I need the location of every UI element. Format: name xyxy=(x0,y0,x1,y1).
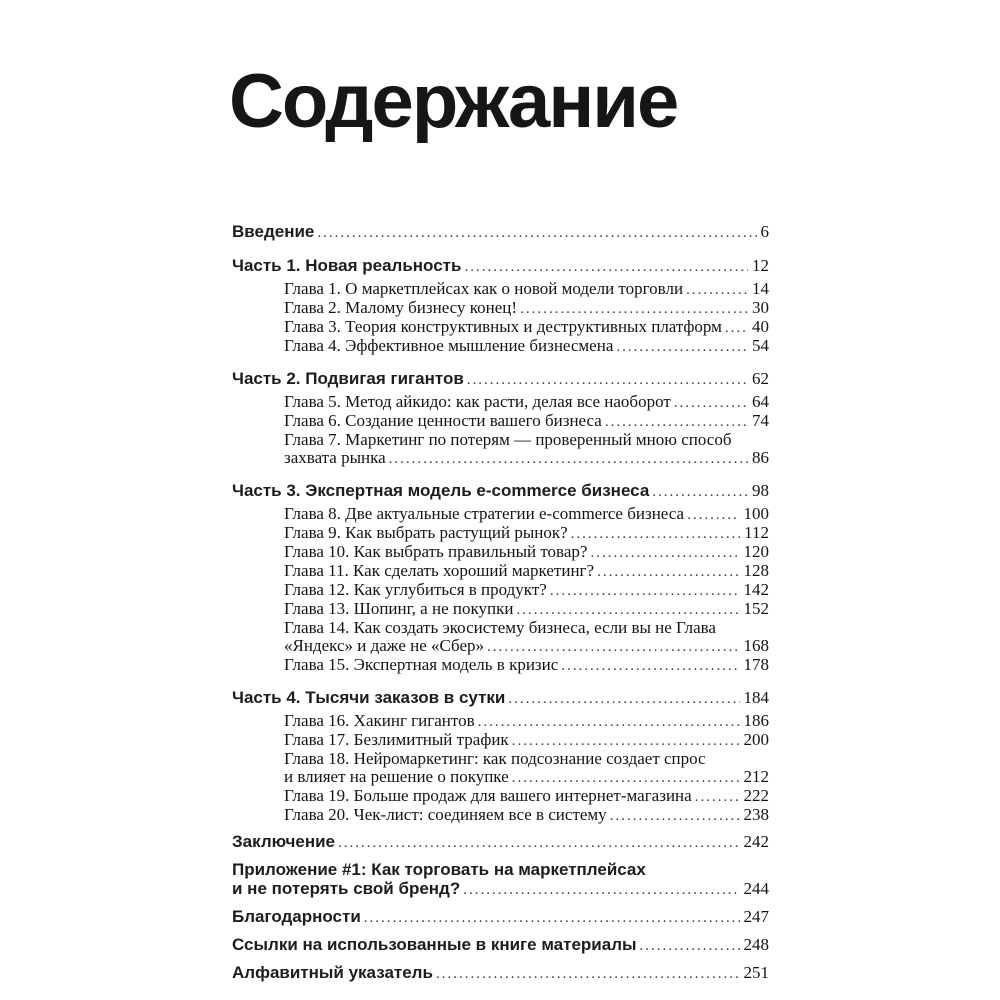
toc-entry-row xyxy=(284,787,769,806)
toc-chapter-entry xyxy=(232,581,769,600)
toc-entry-row xyxy=(232,832,769,853)
toc-entry-text: Часть 3. Экспертная модель e-commerce бизнеса xyxy=(232,481,650,500)
toc-entry-text: Глава 4. Эффективное мышление бизнесмена xyxy=(284,336,614,355)
toc-chapter-entry xyxy=(232,393,769,412)
toc-entry-text: Глава 11. Как сделать хороший маркетинг? xyxy=(284,561,595,580)
dot-leader xyxy=(464,256,748,277)
toc-chapter-entry xyxy=(232,431,769,468)
toc-entry-text: Глава 2. Малому бизнесу конец! xyxy=(284,298,518,317)
page-number: 222 xyxy=(743,786,769,805)
dot-leader xyxy=(389,449,748,468)
toc-section-entry xyxy=(232,907,769,928)
toc-entry-row xyxy=(284,768,769,787)
toc-section-entry xyxy=(232,481,769,502)
dot-leader xyxy=(687,505,739,524)
toc-entry-row xyxy=(232,256,769,277)
toc-entry-text: Заключение xyxy=(232,832,335,851)
toc-entry-text: захвата рынка xyxy=(284,448,386,467)
dot-leader xyxy=(616,337,748,356)
page-number: 120 xyxy=(743,542,769,561)
toc-entry-row xyxy=(284,712,769,731)
toc-section-entry xyxy=(232,832,769,853)
toc-section-entry xyxy=(232,256,769,277)
toc-entry-text: Глава 15. Экспертная модель в кризис xyxy=(284,655,559,674)
toc-chapter-entry xyxy=(232,412,769,431)
dot-leader xyxy=(725,318,748,337)
page-number: 200 xyxy=(743,730,769,749)
toc-section-entry xyxy=(232,369,769,390)
toc-chapter-entry xyxy=(232,731,769,750)
page-number: 54 xyxy=(752,336,769,355)
toc-entry-text: Глава 19. Больше продаж для вашего интернет-магазина xyxy=(284,786,692,805)
toc-entry-text: Глава 18. Нейромаркетинг: как подсознание создает спрос xyxy=(284,749,706,768)
page-number: 248 xyxy=(743,935,769,954)
toc-entry-text: Глава 8. Две актуальные стратегии e-commerce бизнеса xyxy=(284,504,685,523)
page-number: 168 xyxy=(743,636,769,655)
page-number: 40 xyxy=(752,317,769,336)
toc-entry-text: Глава 6. Создание ценности вашего бизнеса xyxy=(284,411,602,430)
toc-entry-text: Глава 20. Чек-лист: соединяем все в систему xyxy=(284,805,607,824)
dot-leader xyxy=(467,369,748,390)
toc-entry-row xyxy=(284,581,769,600)
dot-leader xyxy=(463,879,739,900)
toc-entry-row xyxy=(284,412,769,431)
dot-leader xyxy=(338,832,740,853)
toc-chapter-entry xyxy=(232,787,769,806)
toc-section-entry xyxy=(232,963,769,984)
toc-entry-row xyxy=(284,600,769,619)
page-number: 251 xyxy=(743,963,769,982)
toc-entry-row xyxy=(232,369,769,390)
dot-leader xyxy=(550,581,740,600)
dot-leader xyxy=(364,907,740,928)
toc-chapter-entry xyxy=(232,524,769,543)
toc-entry-row xyxy=(284,280,769,299)
page-number: 238 xyxy=(743,805,769,824)
toc-entry-row xyxy=(284,637,769,656)
page-number: 178 xyxy=(743,655,769,674)
toc-chapter-entry xyxy=(232,656,769,675)
page-number: 74 xyxy=(752,411,769,430)
toc-entry-row xyxy=(232,879,769,900)
dot-leader xyxy=(512,768,740,787)
toc-entry-row xyxy=(284,731,769,750)
toc-section-entry xyxy=(232,688,769,709)
dot-leader xyxy=(478,712,740,731)
toc-entry-row xyxy=(284,337,769,356)
page-number: 86 xyxy=(752,448,769,467)
page-title: Содержание xyxy=(229,59,678,144)
toc-chapter-entry xyxy=(232,562,769,581)
toc-chapter-entry xyxy=(232,712,769,731)
toc-entry-row xyxy=(284,318,769,337)
toc-chapter-entry xyxy=(232,318,769,337)
toc-entry-row xyxy=(284,562,769,581)
dot-leader xyxy=(686,280,748,299)
toc-entry-text: Глава 5. Метод айкидо: как расти, делая все наоборот xyxy=(284,392,671,411)
dot-leader xyxy=(516,600,739,619)
dot-leader xyxy=(487,637,739,656)
toc-entry-row xyxy=(232,222,769,243)
dot-leader xyxy=(317,222,756,243)
toc-entry-row xyxy=(232,935,769,956)
page-number: 186 xyxy=(743,711,769,730)
toc-entry-row xyxy=(232,907,769,928)
toc-entry-row xyxy=(284,393,769,412)
page-number: 128 xyxy=(743,561,769,580)
page-number: 244 xyxy=(743,879,769,898)
toc-entry-row xyxy=(232,963,769,984)
page-number: 247 xyxy=(743,907,769,926)
page-number: 30 xyxy=(752,298,769,317)
toc-chapter-entry xyxy=(232,505,769,524)
page-number: 184 xyxy=(743,688,769,707)
page-number: 242 xyxy=(743,832,769,851)
toc-entry-row xyxy=(232,481,769,502)
toc-entry-text: Глава 12. Как углубиться в продукт? xyxy=(284,580,547,599)
dot-leader xyxy=(640,935,740,956)
toc-section-entry xyxy=(232,860,769,900)
toc-entry-text: Глава 14. Как создать экосистему бизнеса, если вы не Глава xyxy=(284,618,716,637)
toc-entry-text: Глава 7. Маркетинг по потерям — проверенный мною способ xyxy=(284,430,732,449)
dot-leader xyxy=(512,731,740,750)
toc-entry-text: Глава 3. Теория конструктивных и деструктивных платформ xyxy=(284,317,722,336)
toc-entry-row xyxy=(284,524,769,543)
toc-chapter-entry xyxy=(232,280,769,299)
page-number: 100 xyxy=(743,504,769,523)
dot-leader xyxy=(652,481,748,502)
toc-chapter-entry xyxy=(232,806,769,825)
page-number: 6 xyxy=(760,222,769,241)
toc-entry-text: Часть 4. Тысячи заказов в сутки xyxy=(232,688,506,707)
dot-leader xyxy=(571,524,740,543)
toc-entry-text: Глава 1. О маркетплейсах как о новой модели торговли xyxy=(284,279,684,298)
dot-leader xyxy=(674,393,748,412)
toc-entry-text: Глава 16. Хакинг гигантов xyxy=(284,711,475,730)
toc-entry-row xyxy=(232,688,769,709)
toc-section-entry xyxy=(232,222,769,243)
toc-entry-text: Глава 17. Безлимитный трафик xyxy=(284,730,509,749)
toc-chapter-entry xyxy=(232,337,769,356)
toc-chapter-entry xyxy=(232,543,769,562)
toc-entry-row xyxy=(284,806,769,825)
toc-chapter-entry xyxy=(232,299,769,318)
dot-leader xyxy=(436,963,740,984)
page-number: 152 xyxy=(743,599,769,618)
toc-entry-text: и не потерять свой бренд? xyxy=(232,879,461,898)
page-number: 142 xyxy=(743,580,769,599)
toc-chapter-entry xyxy=(232,619,769,656)
toc-entry-text: Приложение #1: Как торговать на маркетплейсах xyxy=(232,860,646,879)
toc-entry-text: Благодарности xyxy=(232,907,361,926)
page-number: 64 xyxy=(752,392,769,411)
page-number: 212 xyxy=(743,767,769,786)
dot-leader xyxy=(605,412,748,431)
toc-entry-text: Глава 9. Как выбрать растущий рынок? xyxy=(284,523,568,542)
toc-entry-row xyxy=(284,449,769,468)
page-number: 112 xyxy=(744,523,769,542)
toc-entry-text: Часть 2. Подвигая гигантов xyxy=(232,369,464,388)
toc-entry-text: Ссылки на использованные в книге материалы xyxy=(232,935,637,954)
toc-entry-row xyxy=(284,656,769,675)
dot-leader xyxy=(508,688,739,709)
toc-entry-row xyxy=(284,505,769,524)
toc-entry-text: Часть 1. Новая реальность xyxy=(232,256,462,275)
page-number: 62 xyxy=(752,369,769,388)
toc-chapter-entry xyxy=(232,600,769,619)
toc-entry-text: и влияет на решение о покупке xyxy=(284,767,509,786)
toc-entry-text: «Яндекс» и даже не «Сбер» xyxy=(284,636,485,655)
page-number: 12 xyxy=(752,256,769,275)
dot-leader xyxy=(597,562,739,581)
dot-leader xyxy=(520,299,748,318)
toc-entry-text: Алфавитный указатель xyxy=(232,963,433,982)
toc-entry-row xyxy=(284,543,769,562)
toc-entry-text: Глава 10. Как выбрать правильный товар? xyxy=(284,542,588,561)
toc-chapter-entry xyxy=(232,750,769,787)
page-number: 98 xyxy=(752,481,769,500)
page-number: 14 xyxy=(752,279,769,298)
toc-entry-text: Глава 13. Шопинг, а не покупки xyxy=(284,599,514,618)
dot-leader xyxy=(590,543,739,562)
toc-list xyxy=(232,222,769,984)
dot-leader xyxy=(695,787,740,806)
toc-section-entry xyxy=(232,935,769,956)
dot-leader xyxy=(610,806,740,825)
toc-entry-text: Введение xyxy=(232,222,315,241)
toc-entry-row xyxy=(284,299,769,318)
dot-leader xyxy=(561,656,739,675)
